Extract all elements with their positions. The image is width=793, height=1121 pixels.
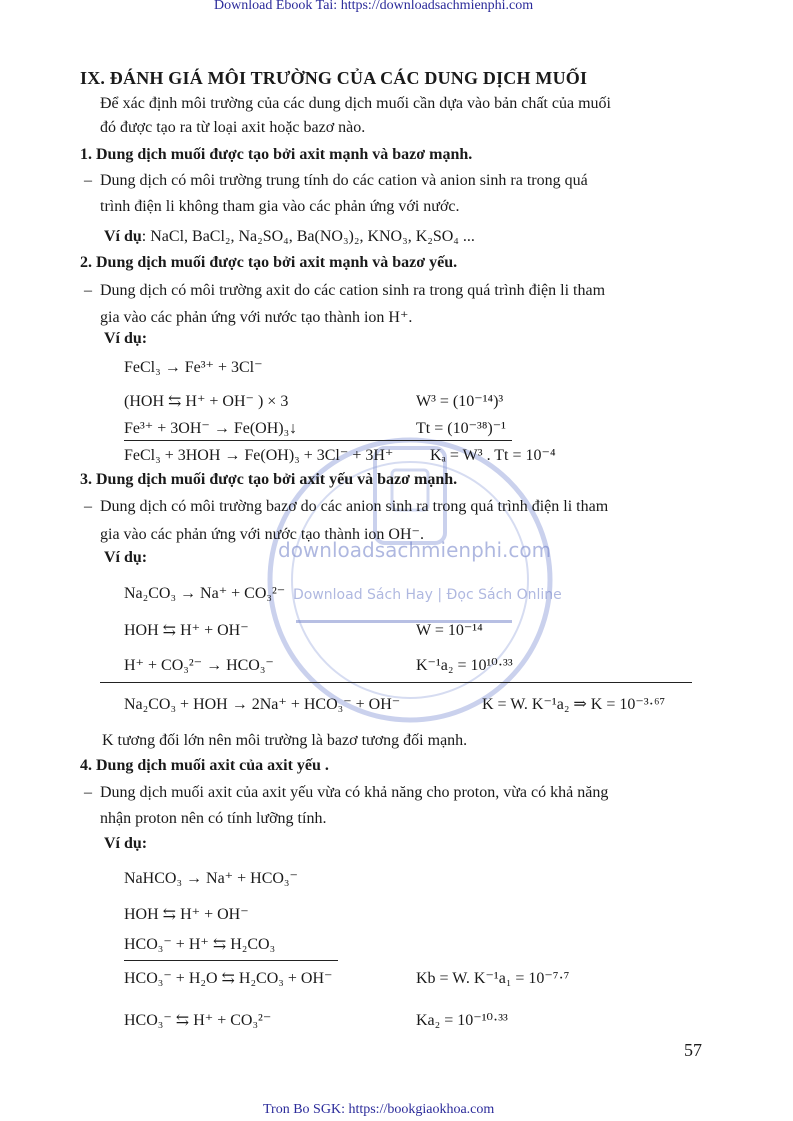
header-download-link[interactable]: Download Ebook Tai: https://downloadsachmienphi.com [214,0,534,13]
s4-eq2: HOH ⇆ H⁺ + OH⁻ [124,906,249,923]
s3-heading: 3. Dung dịch muối được tạo bởi axit yếu và bazơ mạnh. [80,471,458,488]
s4-dash: – [84,784,92,801]
s3-dash: – [84,498,92,515]
s2-eq1: FeCl₃ → Fe³⁺ + 3Cl⁻ [124,359,263,376]
s3-eq3-right: K⁻¹a₂ = 10¹⁰·³³ [416,657,513,674]
s2-text-1: Dung dịch có môi trường axit do các cation sinh ra trong quá trình điện li tham [100,282,606,299]
s2-sum-line [124,440,512,441]
s3-eq2: HOH ⇆ H⁺ + OH⁻ [124,622,249,639]
s4-eq5-right: Ka₂ = 10⁻¹⁰·³³ [416,1012,508,1029]
s3-eq1: Na₂CO₃ → Na⁺ + CO₃²⁻ [124,585,286,602]
s1-example-label: Ví dụ [104,228,142,245]
s4-example-label: Ví dụ: [104,835,148,852]
s1-text-1: Dung dịch có môi trường trung tính do các cation và anion sinh ra trong quá [100,172,588,189]
s2-dash: – [84,282,92,299]
s3-sum-line [100,682,692,683]
s2-eq4: FeCl₃ + 3HOH → Fe(OH)₃ + 3Cl⁻ + 3H⁺ [124,447,394,464]
s2-eq3: Fe³⁺ + 3OH⁻ → Fe(OH)₃↓ [124,420,298,437]
watermark-site-text: downloadsachmienphi.com [278,538,552,562]
s4-eq4-right: Kb = W. K⁻¹a₁ = 10⁻⁷·⁷ [416,970,570,987]
s3-eq2-right: W = 10⁻¹⁴ [416,622,483,639]
s3-text-1: Dung dịch có môi trường bazơ do các anion sinh ra trong quá trình điện li tham [100,498,609,515]
intro-line-1: Để xác định môi trường của các dung dịch muối cần dựa vào bản chất của muối [100,95,611,112]
s3-eq4-right: K = W. K⁻¹a₂ ⇒ K = 10⁻³·⁶⁷ [482,696,666,713]
s2-eq2: (HOH ⇆ H⁺ + OH⁻ ) × 3 [124,393,289,410]
s2-eq3-right: Tt = (10⁻³⁸)⁻¹ [416,420,506,437]
s2-example-label: Ví dụ: [104,330,148,347]
intro-line-2: đó được tạo ra từ loại axit hoặc bazơ nào. [100,119,366,136]
s1-text-2: trình điện li không tham gia vào các phản ứng với nước. [100,198,460,215]
page-number: 57 [684,1040,702,1060]
section-title: IX. ĐÁNH GIÁ MÔI TRƯỜNG CỦA CÁC DUNG DỊCH MUỐI [80,68,588,88]
s4-text-1: Dung dịch muối axit của axit yếu vừa có khả năng cho proton, vừa có khả năng [100,784,609,801]
s4-eq3: HCO₃⁻ + H⁺ ⇆ H₂CO₃ [124,936,276,953]
s2-heading: 2. Dung dịch muối được tạo bởi axit mạnh và bazơ yếu. [80,254,458,271]
s4-heading: 4. Dung dịch muối axit của axit yếu . [80,757,329,774]
s3-text-2: gia vào các phản ứng với nước tạo thành ion OH⁻. [100,526,424,543]
s1-example [104,228,475,246]
s1-dash: – [84,172,92,189]
footer-sgk-link[interactable]: Tron Bo SGK: https://bookgiaokhoa.com [263,1102,495,1117]
watermark-tagline-text: Download Sách Hay | Đọc Sách Online [293,587,562,603]
s1-heading: 1. Dung dịch muối được tạo bởi axit mạnh và bazơ mạnh. [80,146,473,163]
s4-text-2: nhận proton nên có tính lưỡng tính. [100,810,327,827]
s3-eq4: Na₂CO₃ + HOH → 2Na⁺ + HCO₃⁻ + OH⁻ [124,696,401,713]
s3-conclusion: K tương đối lớn nên môi trường là bazơ tương đối mạnh. [102,732,468,749]
s3-eq3: H⁺ + CO₃²⁻ → HCO₃⁻ [124,657,274,674]
s2-eq4-right: Kₐ = W³ . Tt = 10⁻⁴ [430,447,556,464]
s1-example-text: : NaCl, BaCl₂, Na₂SO₄, Ba(NO₃)₂, KNO₃, K₂SO₄ ... [141,228,475,245]
s2-text-2: gia vào các phản ứng với nước tạo thành ion H⁺. [100,309,413,326]
s4-eq4: HCO₃⁻ + H₂O ⇆ H₂CO₃ + OH⁻ [124,970,333,987]
s2-eq2-right: W³ = (10⁻¹⁴)³ [416,393,504,410]
s3-example-label: Ví dụ: [104,549,148,566]
s4-sum-line [124,960,338,961]
s4-eq1: NaHCO₃ → Na⁺ + HCO₃⁻ [124,870,298,887]
s4-eq5: HCO₃⁻ ⇆ H⁺ + CO₃²⁻ [124,1012,272,1029]
